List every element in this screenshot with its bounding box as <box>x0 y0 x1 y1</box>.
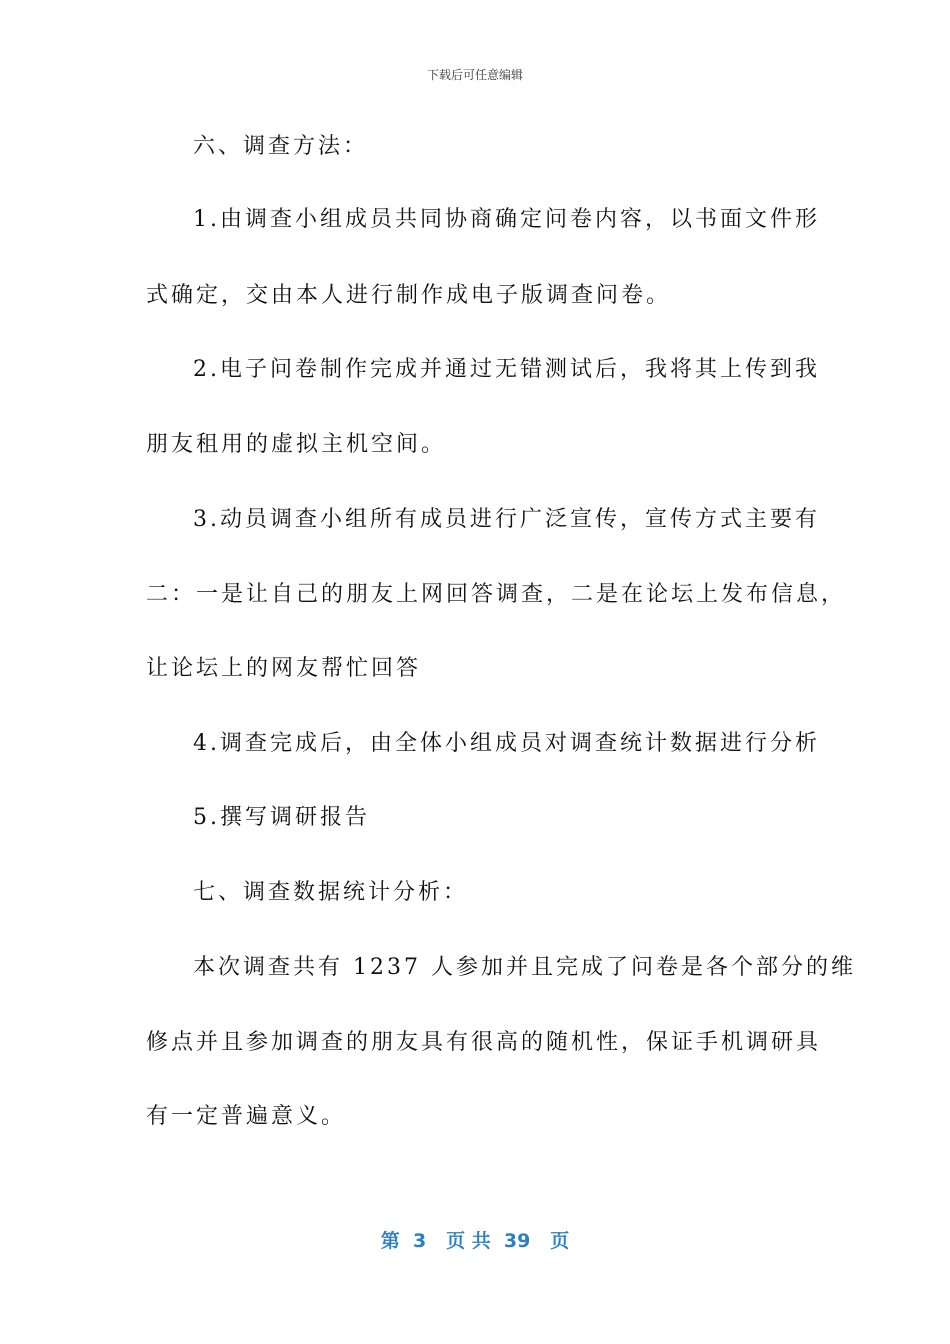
paragraph-line: 4.调查完成后，由全体小组成员对调查统计数据进行分析 <box>193 731 820 756</box>
paragraph-line: 3.动员调查小组所有成员进行广泛宣传，宣传方式主要有 <box>193 507 820 532</box>
paragraph-line: 朋友租用的虚拟主机空间。 <box>146 432 447 457</box>
paragraph-line: 有一定普遍意义。 <box>146 1104 347 1129</box>
page-header: 下载后可任意编辑 <box>426 68 523 82</box>
paragraph-line: 本次调查共有 1237 人参加并且完成了问卷是各个部分的维 <box>193 955 856 980</box>
page-footer: 第 3 页 共 39 页 <box>380 1230 570 1252</box>
paragraph-line: 5.撰写调研报告 <box>193 805 370 830</box>
paragraph-line: 2.电子问卷制作完成并通过无错测试后，我将其上传到我 <box>193 357 820 382</box>
paragraph-line: 让论坛上的网友帮忙回答 <box>146 656 422 681</box>
section-heading-methods: 六、调查方法： <box>193 134 369 159</box>
paragraph-line: 二：一是让自己的朋友上网回答调查，二是在论坛上发布信息， <box>146 582 847 607</box>
section-heading-analysis: 七、调查数据统计分析： <box>193 880 469 905</box>
paragraph-line: 修点并且参加调查的朋友具有很高的随机性，保证手机调研具 <box>146 1030 822 1055</box>
paragraph-line: 式确定，交由本人进行制作成电子版调查问卷。 <box>146 283 672 308</box>
paragraph-line: 1.由调查小组成员共同协商确定问卷内容，以书面文件形 <box>193 207 820 232</box>
